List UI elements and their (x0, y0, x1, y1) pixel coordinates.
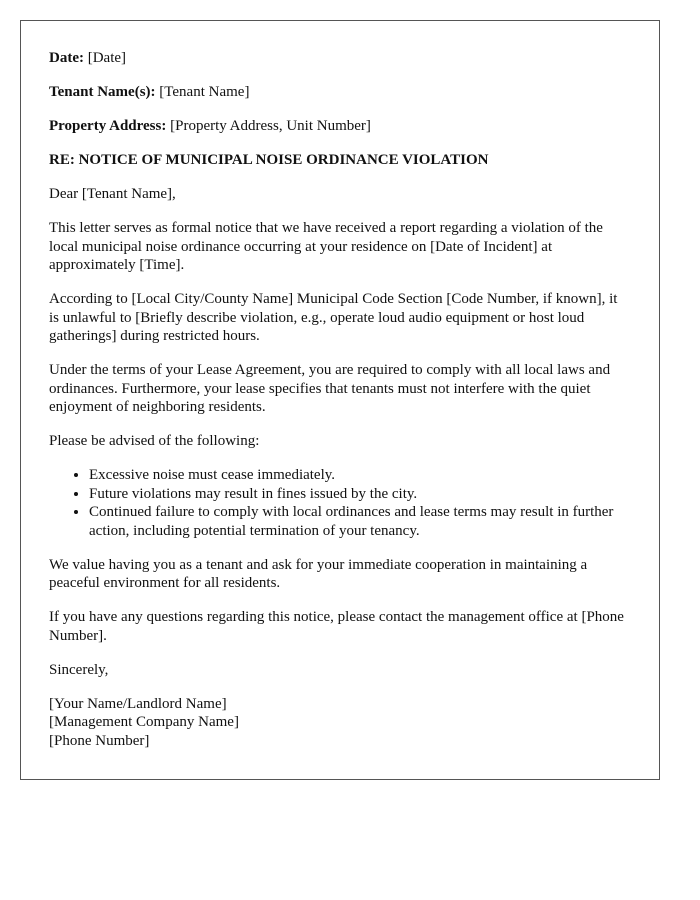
address-line (49, 117, 631, 136)
signature-phone: [Phone Number] (49, 732, 150, 749)
tenant-value: [Tenant Name] (159, 84, 250, 100)
letter-document (20, 20, 660, 780)
date-value: [Date] (87, 50, 127, 66)
tenant-label: Tenant Name(s): (49, 84, 156, 100)
date-line (49, 49, 631, 68)
signature-name: [Your Name/Landlord Name] (49, 695, 227, 712)
signature-company: [Management Company Name] (49, 714, 239, 730)
advisory-list (49, 466, 631, 540)
signoff: Sincerely, (49, 661, 109, 678)
address-value: [Property Address, Unit Number] (170, 118, 371, 134)
date-label: Date: (49, 50, 84, 66)
paragraph-code-section: According to [Local City/County Name] Municipal Code Section [Code Number, if known], it is unlawful to [Briefly describe violation, e.g., operate loud audio equipment or host loud gatherings] during restricted hours. (49, 291, 618, 344)
salutation: Dear [Tenant Name], (49, 186, 176, 202)
paragraph-notice: This letter serves as formal notice that we have received a report regarding a violation of the local municipal noise ordinance occurring at your residence on [Date of Incident] at approximately [Time]. (49, 220, 603, 273)
paragraph-cooperation: We value having you as a tenant and ask for your immediate cooperation in maintaining a peaceful environment for all residents. (49, 556, 588, 591)
paragraph-advisory-intro: Please be advised of the following: (49, 433, 260, 449)
list-item: • Excessive noise must cease immediately. (89, 466, 631, 485)
list-item: • Continued failure to comply with local ordinances and lease terms may result in further action, including potential termination of your tenancy. (89, 503, 631, 540)
list-item: • Future violations may result in fines issued by the city. (89, 485, 631, 504)
tenant-line (49, 83, 631, 102)
paragraph-lease-terms: Under the terms of your Lease Agreement, you are required to comply with all local laws and ordinances. Furthermore, your lease specifies that tenants must not interfere with the quiet enjoyment of neighboring residents. (49, 362, 611, 415)
signature-block (49, 695, 631, 751)
address-label: Property Address: (49, 118, 167, 134)
subject-line: RE: NOTICE OF MUNICIPAL NOISE ORDINANCE VIOLATION (49, 152, 489, 168)
paragraph-contact: If you have any questions regarding this notice, please contact the management office at [Phone Number]. (49, 609, 624, 644)
